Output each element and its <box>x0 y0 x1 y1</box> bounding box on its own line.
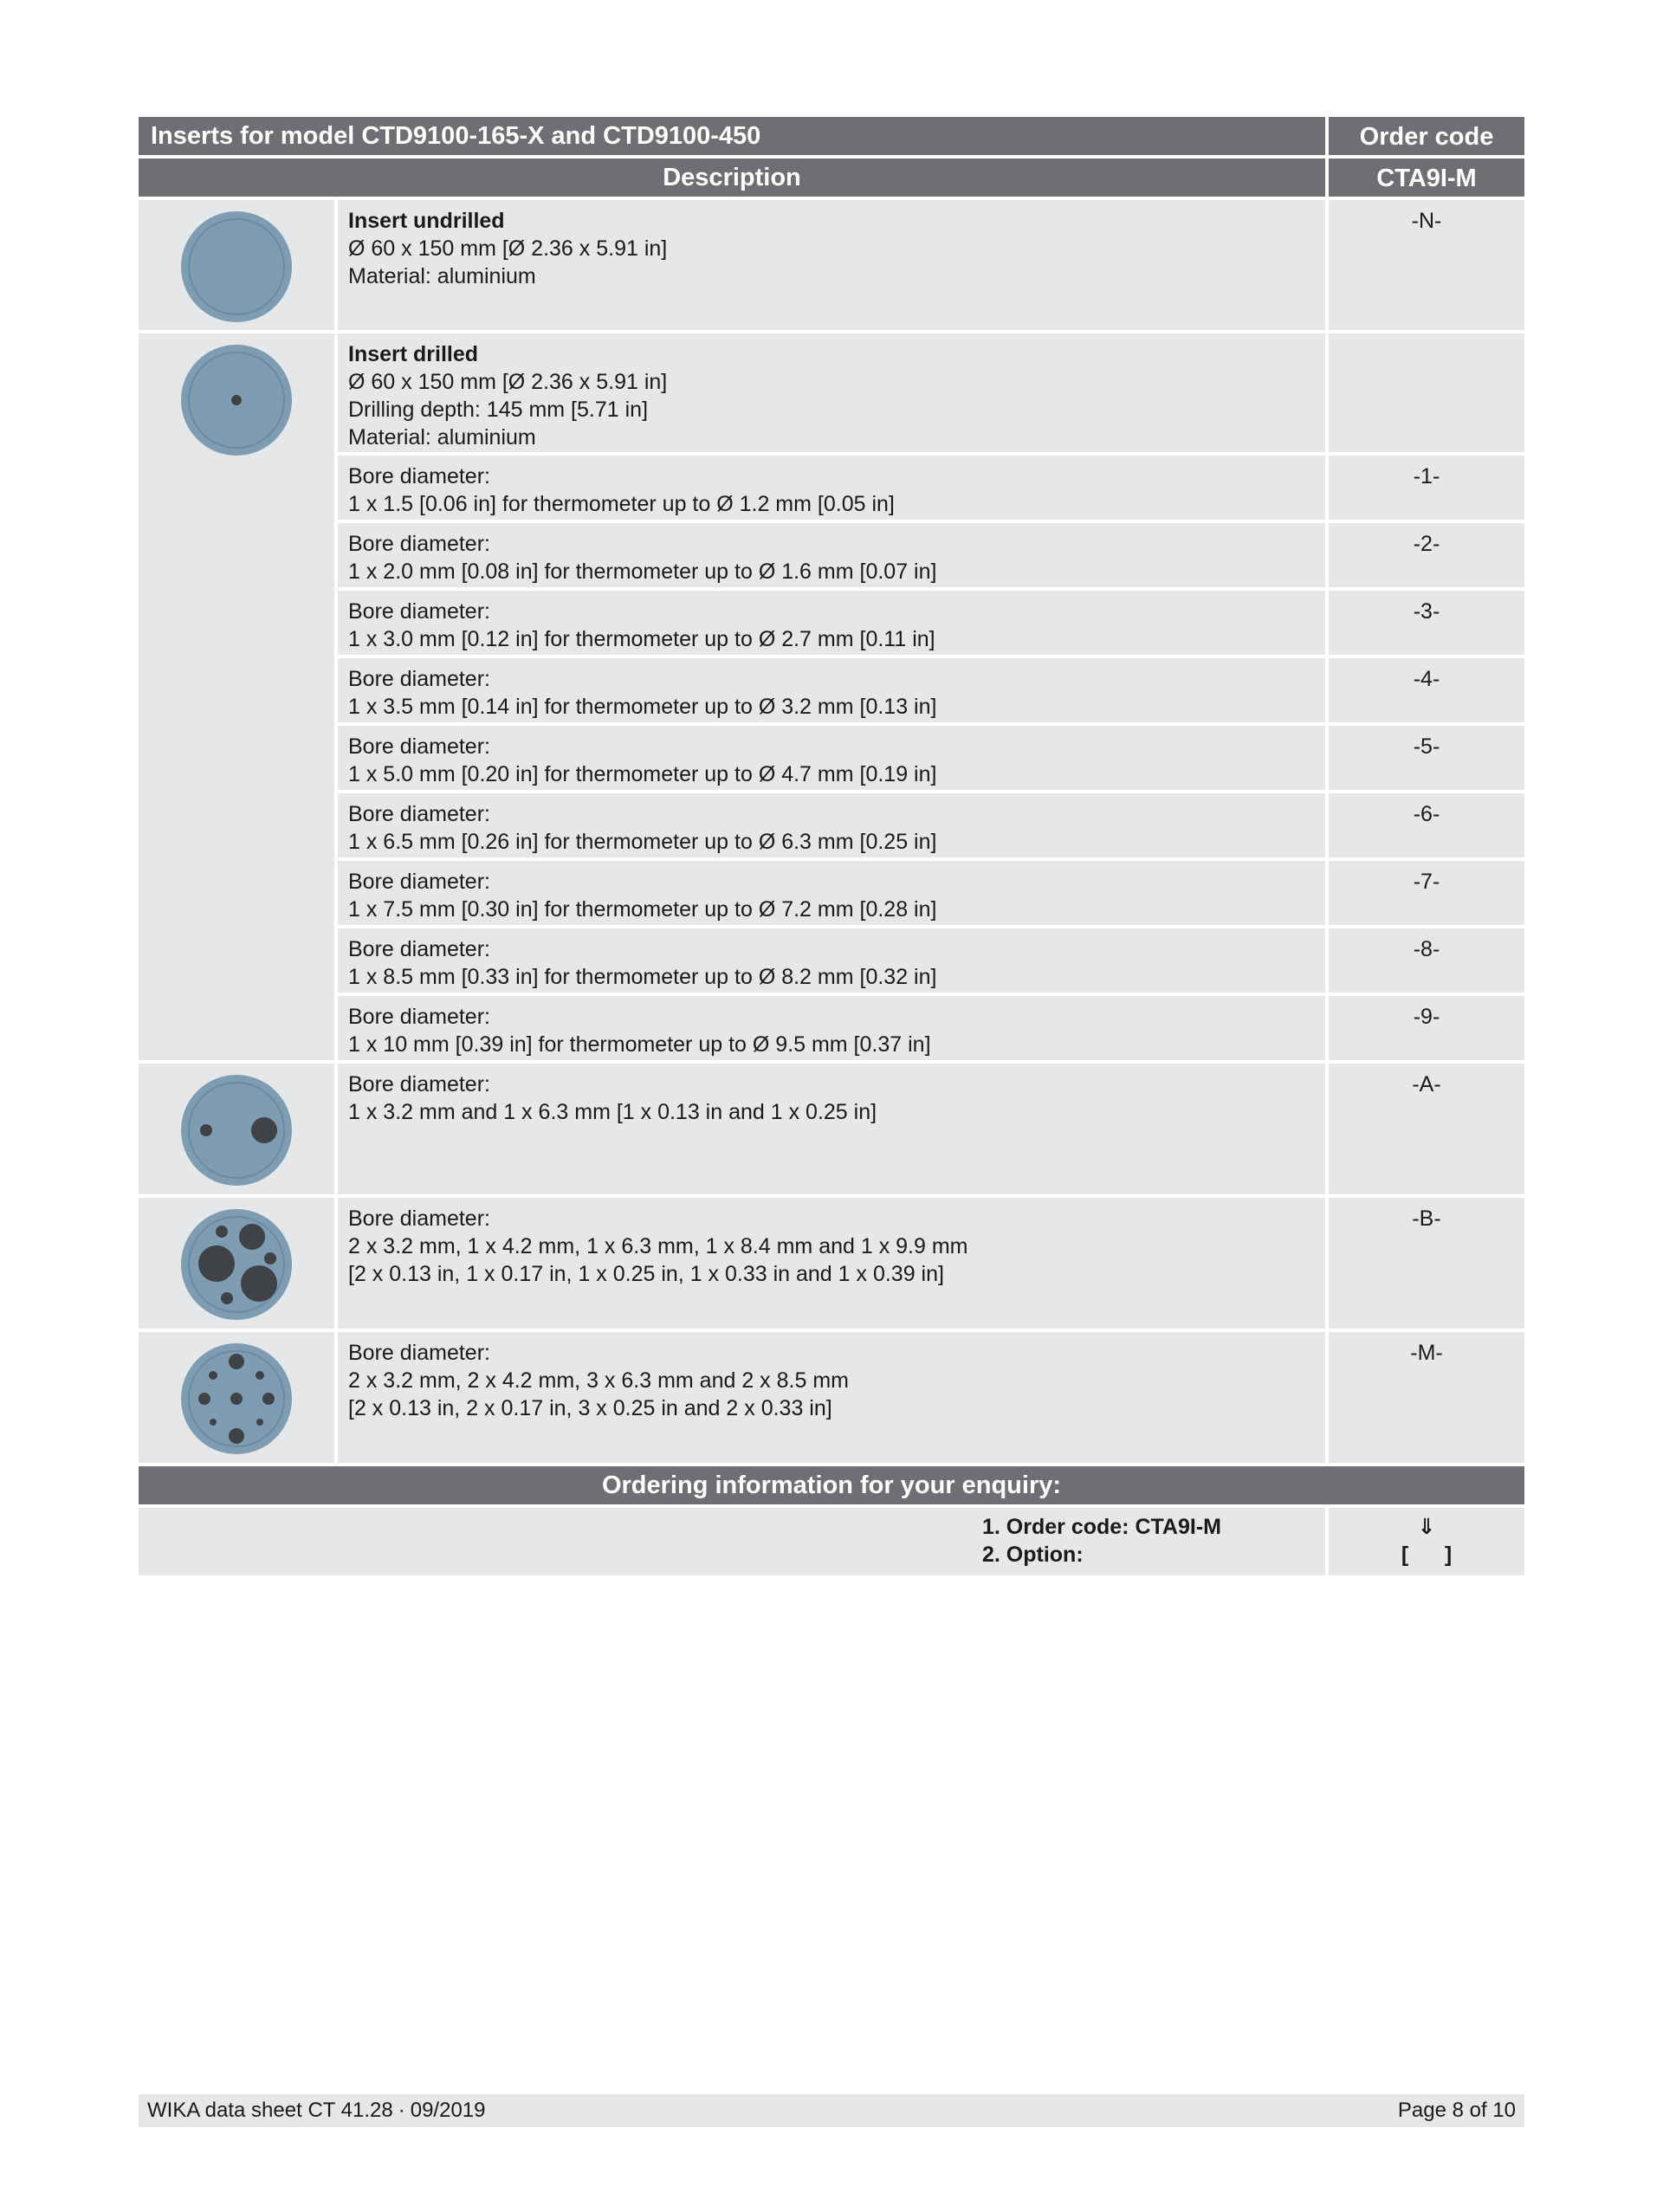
inserts-table <box>139 117 1524 1575</box>
insert-undrilled-description <box>338 200 1325 330</box>
insert-m-image <box>139 1332 338 1463</box>
insert-undrilled-title: Insert undrilled <box>348 209 505 233</box>
bore-value: 1 x 6.5 mm [0.26 in] for thermometer up to Ø 6.3 mm [0.25 in] <box>348 830 937 854</box>
bore-label: Bore diameter: <box>348 734 490 759</box>
order-code-header: Order code <box>1325 117 1524 155</box>
insert-drilled-code <box>1325 333 1524 452</box>
bore-value: 1 x 3.2 mm and 1 x 6.3 mm [1 x 0.13 in and 1 x 0.25 in] <box>348 1100 877 1124</box>
footer-page-number: Page 8 of 10 <box>1397 2099 1516 2122</box>
bore-label: Bore diameter: <box>348 1206 490 1231</box>
insert-a-image <box>139 1064 338 1194</box>
bore-row-2 <box>338 523 1524 591</box>
insert-drilled-description <box>338 333 1325 452</box>
down-arrow-icon: ⇓ <box>1417 1515 1436 1539</box>
bore-value: 1 x 7.5 mm [0.30 in] for thermometer up to Ø 7.2 mm [0.28 in] <box>348 897 937 922</box>
bore-code: -2- <box>1325 523 1524 587</box>
insert-undrilled-material: Material: aluminium <box>348 264 536 288</box>
bore-code: -6- <box>1325 793 1524 857</box>
insert-drilled-dimension: Ø 60 x 150 mm [Ø 2.36 x 5.91 in] <box>348 370 668 394</box>
table-row-bore-m <box>139 1332 1524 1466</box>
bore-label: Bore diameter: <box>348 1341 490 1365</box>
ordering-row <box>139 1508 1524 1575</box>
bore-label: Bore diameter: <box>348 667 490 691</box>
option-line: 2. Option: <box>982 1543 1084 1567</box>
bore-value: 1 x 10 mm [0.39 in] for thermometer up to Ø 9.5 mm [0.37 in] <box>348 1032 931 1057</box>
order-code-line: 1. Order code: CTA9I-M <box>982 1515 1221 1539</box>
table-row-bore-a <box>139 1064 1524 1198</box>
bore-value-imperial: [2 x 0.13 in, 2 x 0.17 in, 3 x 0.25 in and 2 x 0.33 in] <box>348 1396 832 1420</box>
table-row-bore-b <box>139 1198 1524 1332</box>
bore-code: -1- <box>1325 456 1524 520</box>
bore-value: 2 x 3.2 mm, 2 x 4.2 mm, 3 x 6.3 mm and 2 x 8.5 mm <box>348 1368 849 1393</box>
bore-code: -8- <box>1325 928 1524 993</box>
ordering-lines <box>139 1508 1325 1575</box>
insert-two-bores-icon <box>180 1074 293 1187</box>
bore-label: Bore diameter: <box>348 532 490 556</box>
ordering-entry <box>1325 1508 1524 1575</box>
bore-value: 1 x 3.5 mm [0.14 in] for thermometer up to Ø 3.2 mm [0.13 in] <box>348 695 937 719</box>
bore-code: -3- <box>1325 591 1524 655</box>
page-footer <box>139 2094 1524 2127</box>
bore-code: -B- <box>1325 1198 1524 1329</box>
bore-label: Bore diameter: <box>348 599 490 624</box>
bore-code: -9- <box>1325 996 1524 1060</box>
code-header: CTA9I-M <box>1325 158 1524 197</box>
insert-drilled-material: Material: aluminium <box>348 425 536 450</box>
insert-undrilled-code: -N- <box>1325 200 1524 330</box>
insert-drilled-depth: Drilling depth: 145 mm [5.71 in] <box>348 398 649 422</box>
table-title-row <box>139 117 1524 155</box>
bore-value-imperial: [2 x 0.13 in, 1 x 0.17 in, 1 x 0.25 in, 1 x 0.33 in and 1 x 0.39 in] <box>348 1262 944 1286</box>
option-input-bracket[interactable]: [ ] <box>1401 1543 1453 1567</box>
bore-value: 1 x 2.0 mm [0.08 in] for thermometer up to Ø 1.6 mm [0.07 in] <box>348 559 937 584</box>
insert-b-image <box>139 1198 338 1329</box>
bore-code: -7- <box>1325 861 1524 925</box>
table-title: Inserts for model CTD9100-165-X and CTD9100-450 <box>151 121 761 150</box>
bore-row-8 <box>338 928 1524 996</box>
insert-drilled-image <box>139 333 338 1060</box>
insert-nine-bores-icon <box>180 1342 293 1455</box>
bore-value: 2 x 3.2 mm, 1 x 4.2 mm, 1 x 6.3 mm, 1 x 8.4 mm and 1 x 9.9 mm <box>348 1234 968 1258</box>
bore-code: -A- <box>1325 1064 1524 1194</box>
bore-label: Bore diameter: <box>348 1072 490 1096</box>
bore-row-6 <box>338 793 1524 861</box>
bore-row-5 <box>338 726 1524 793</box>
bore-value: 1 x 5.0 mm [0.20 in] for thermometer up to Ø 4.7 mm [0.19 in] <box>348 762 937 786</box>
bore-row-9 <box>338 996 1524 1060</box>
ordering-title: Ordering information for your enquiry: <box>601 1471 1062 1499</box>
bore-label: Bore diameter: <box>348 1005 490 1029</box>
bore-code: -M- <box>1325 1332 1524 1463</box>
bore-row-4 <box>338 658 1524 726</box>
table-row-insert-undrilled <box>139 200 1524 333</box>
insert-undrilled-image <box>139 200 338 330</box>
ordering-header-row <box>139 1466 1524 1504</box>
bore-label: Bore diameter: <box>348 870 490 894</box>
bore-row-3 <box>338 591 1524 658</box>
insert-undrilled-icon <box>180 210 293 323</box>
insert-drilled-title: Insert drilled <box>348 342 479 366</box>
bore-label: Bore diameter: <box>348 937 490 961</box>
bore-label: Bore diameter: <box>348 464 490 488</box>
bore-value: 1 x 8.5 mm [0.33 in] for thermometer up to Ø 8.2 mm [0.32 in] <box>348 965 937 989</box>
insert-drilled-icon <box>180 344 293 456</box>
bore-code: -5- <box>1325 726 1524 790</box>
bore-row-1 <box>338 456 1524 523</box>
table-row-insert-drilled <box>139 333 1524 1064</box>
insert-undrilled-dimension: Ø 60 x 150 mm [Ø 2.36 x 5.91 in] <box>348 236 668 261</box>
bore-value: 1 x 1.5 [0.06 in] for thermometer up to Ø 1.2 mm [0.05 in] <box>348 492 895 516</box>
description-header-row <box>139 158 1524 197</box>
footer-datasheet: WIKA data sheet CT 41.28 ∙ 09/2019 <box>147 2099 486 2122</box>
bore-row-7 <box>338 861 1524 928</box>
bore-label: Bore diameter: <box>348 802 490 826</box>
description-header: Description <box>663 163 801 191</box>
insert-six-bores-icon <box>180 1208 293 1321</box>
bore-value: 1 x 3.0 mm [0.12 in] for thermometer up to Ø 2.7 mm [0.11 in] <box>348 627 935 651</box>
bore-code: -4- <box>1325 658 1524 722</box>
